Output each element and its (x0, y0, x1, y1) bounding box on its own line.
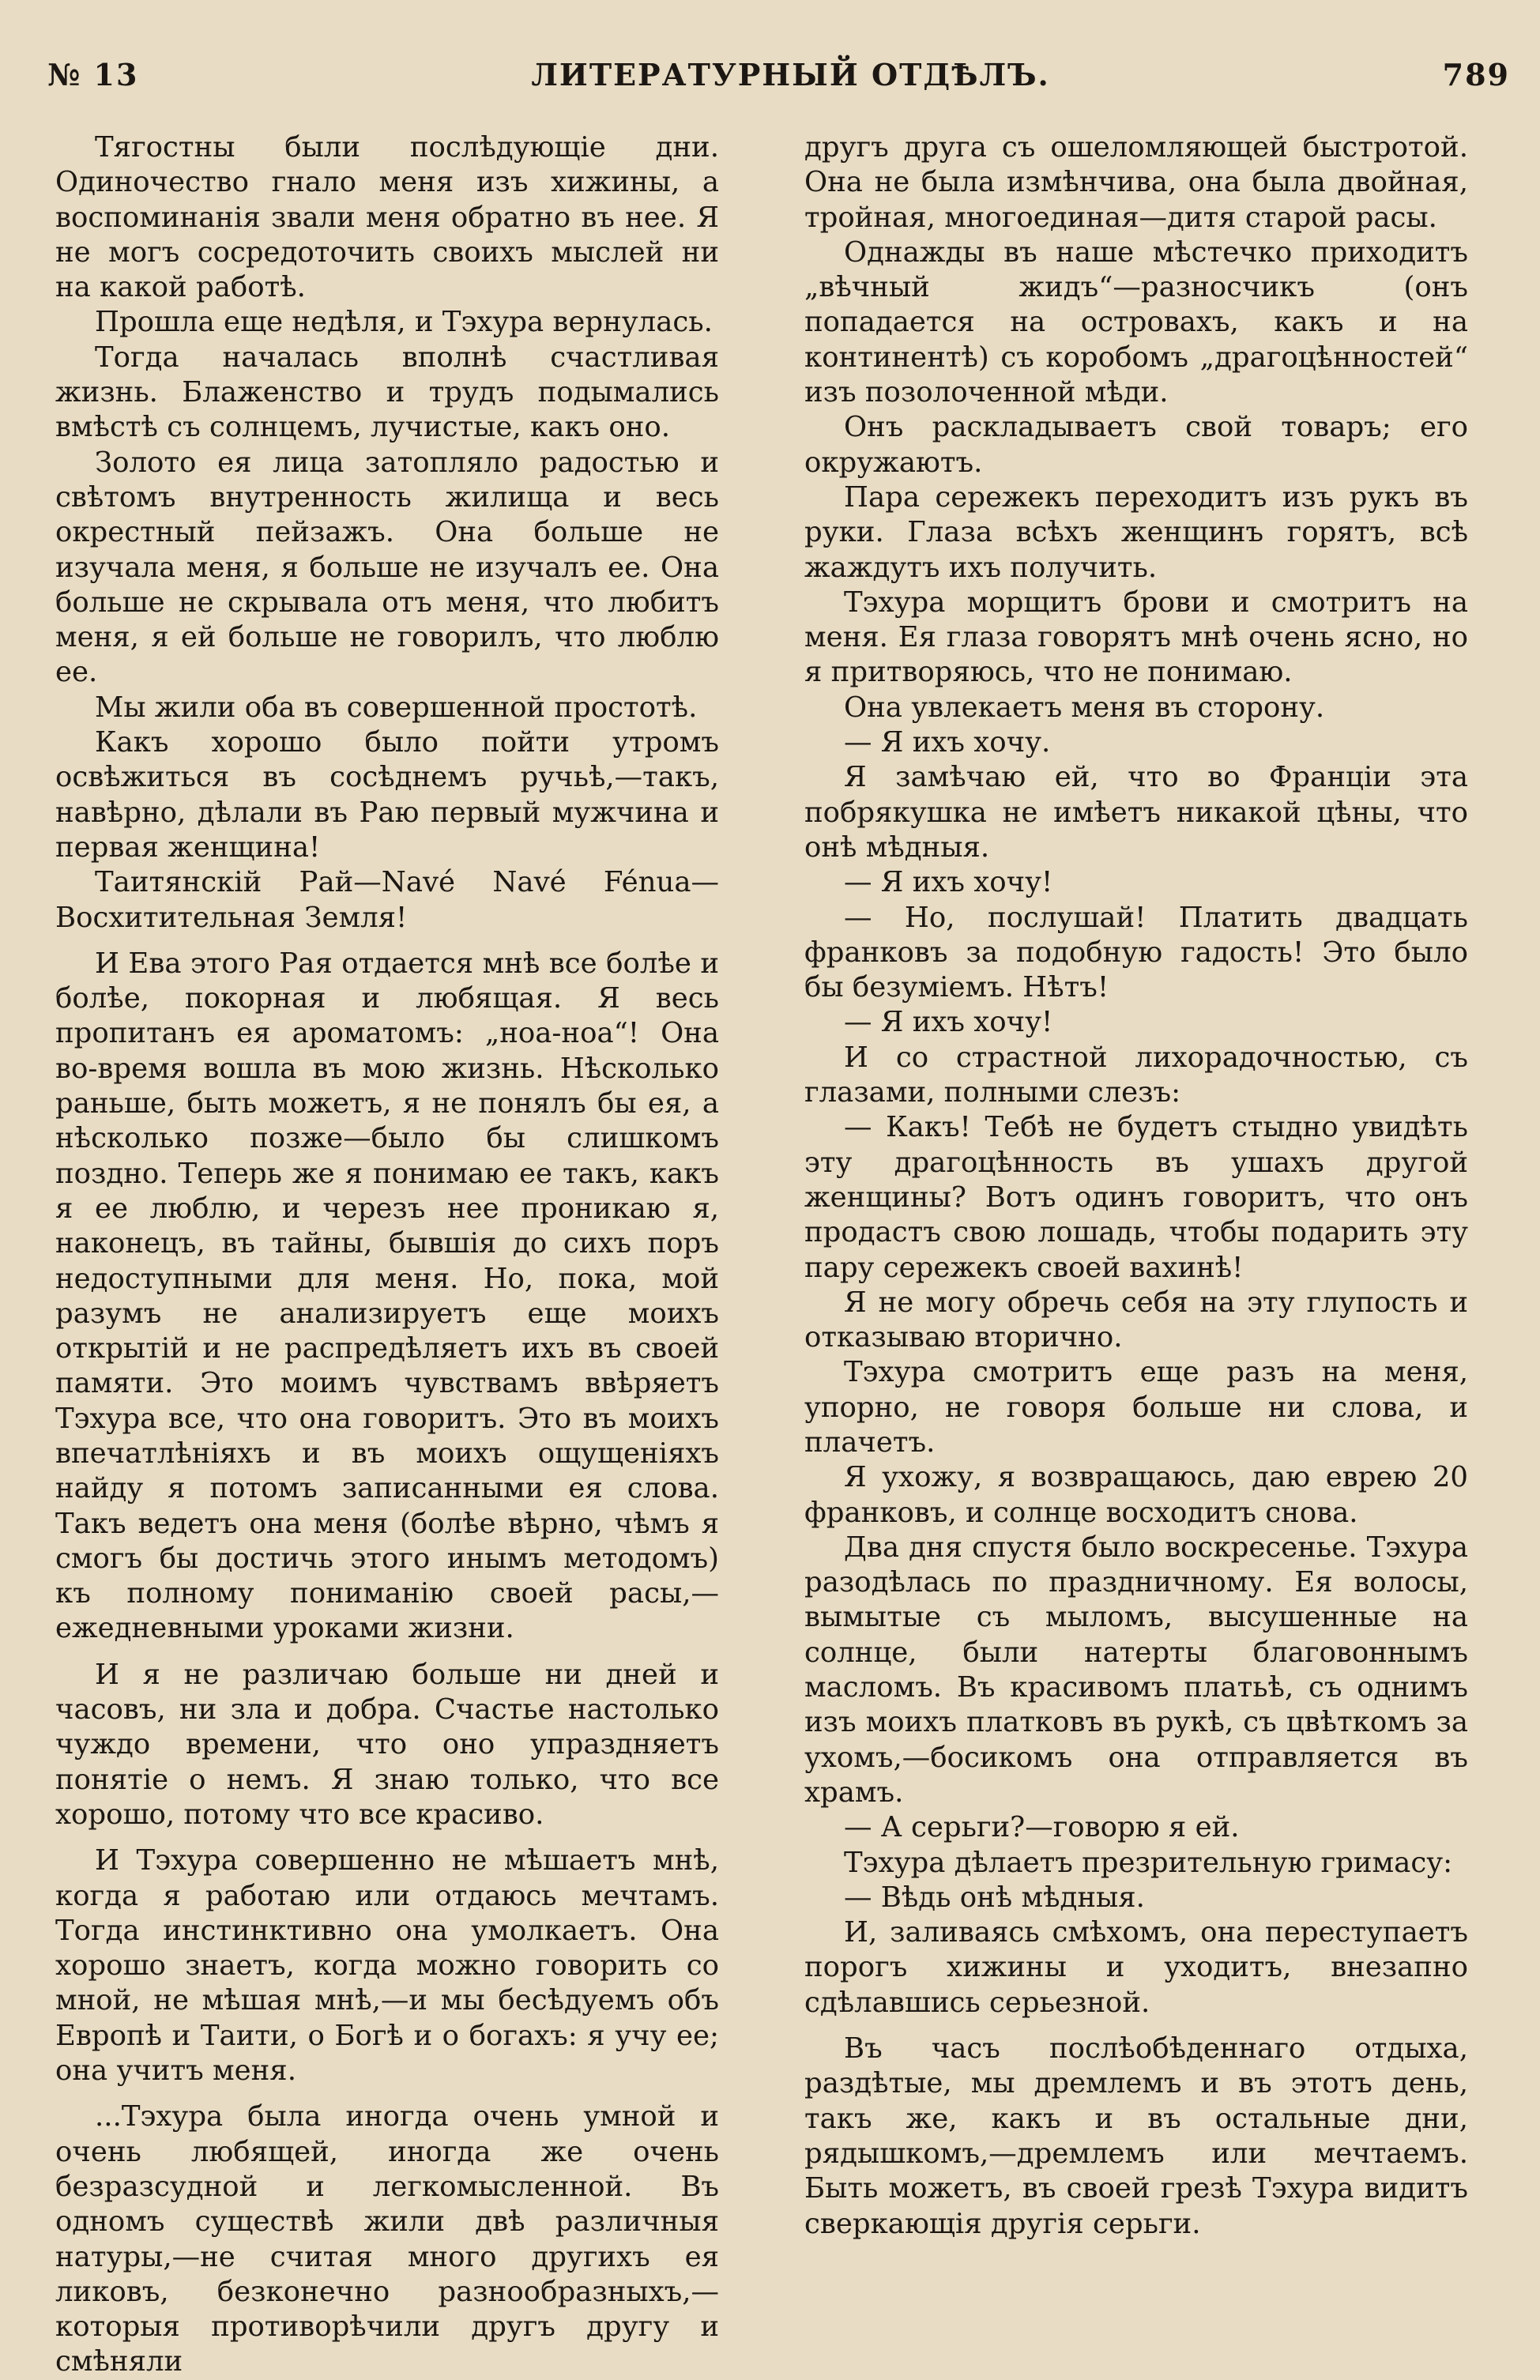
paragraph: — Я ихъ хочу. (844, 726, 1051, 759)
paragraph: Однажды въ наше мѣстечко приходитъ „вѣчный жидъ“—разносчикъ (онъ попадается на островахъ, какъ и на континентѣ) съ коробомъ „драгоцѣнностей“ изъ позолоченной мѣди. (804, 235, 1468, 409)
page-number: 789 (1442, 56, 1510, 92)
issue-number: № 13 (47, 56, 139, 92)
paragraph: Таитянскій Рай—Navé Navé Fénua—Восхитительная Земля! (55, 866, 719, 934)
paragraph: Какъ хорошо было пойти утромъ освѣжиться въ сосѣднемъ ручьѣ,—такъ, навѣрно, дѣлали въ Раю первый мужчина и первая женщина! (55, 726, 719, 864)
paragraph: Золото ея лица затопляло радостью и свѣтомъ внутренность жилища и весь окрестный пейзажъ. Она больше не изучала меня, я больше не изучалъ ее. Она больше не скрывала отъ меня, что любитъ меня, я ей больше не говорилъ, что люблю ее. (55, 446, 719, 689)
paragraph: Тэхура смотритъ еще разъ на меня, упорно, не говоря больше ни слова, и плачетъ. (804, 1356, 1468, 1459)
right-column (804, 130, 1468, 2242)
paragraph: Тягостны были послѣдующіе дни. Одиночество гнало меня изъ хижины, а воспоминанія звали меня обратно въ нее. Я не могъ сосредоточить своихъ мыслей ни на какой работѣ. (55, 131, 719, 304)
paragraph: Я ухожу, я возвращаюсь, даю еврею 20 франковъ, и солнце восходитъ снова. (804, 1461, 1468, 1529)
paragraph: Тэхура морщитъ брови и смотритъ на меня. Ея глаза говорятъ мнѣ очень ясно, но я притворяюсь, что не понимаю. (804, 586, 1468, 689)
paragraph: — Я ихъ хочу! (844, 1006, 1053, 1039)
page-header (47, 51, 1510, 98)
paragraph: Пара сережекъ переходитъ изъ рукъ въ руки. Глаза всѣхъ женщинъ горятъ, всѣ жаждутъ ихъ получить. (804, 480, 1468, 584)
paragraph: — Вѣдь онѣ мѣдныя. (844, 1881, 1145, 1914)
paragraph: Тогда началась вполнѣ счастливая жизнь. Блаженство и трудъ подымались вмѣстѣ съ солнцемъ, лучистые, какъ оно. (55, 341, 719, 444)
paragraph: — Какъ! Тебѣ не будетъ стыдно увидѣть эту драгоцѣнность въ ушахъ другой женщины? Вотъ одинъ говоритъ, что онъ продастъ свою лошадь, чтобы подарить эту пару сережекъ своей вахинѣ! (804, 1111, 1468, 1284)
section-title: ЛИТЕРАТУРНЫЙ ОТДѢЛЪ. (531, 56, 1050, 92)
paragraph: И, заливаясь смѣхомъ, она переступаетъ порогъ хижины и уходитъ, внезапно сдѣлавшись серьезной. (804, 1916, 1468, 2019)
paragraph: Она увлекаетъ меня въ сторону. (844, 691, 1325, 724)
left-column (55, 130, 719, 2380)
paragraph: И со страстной лихорадочностью, съ глазами, полными слезъ: (804, 1041, 1468, 1109)
paragraph: — Я ихъ хочу! (844, 866, 1053, 899)
paragraph: И Тэхура совершенно не мѣшаетъ мнѣ, когда я работаю или отдаюсь мечтамъ. Тогда инстинктивно она умолкаетъ. Она хорошо знаетъ, когда можно говорить со мной, не мѣшая мнѣ,—и мы бесѣдуемъ объ Европѣ и Таити, о Богѣ и о богахъ: я учу ее; она учитъ меня. (55, 1844, 719, 2088)
paragraph: И Ева этого Рая отдается мнѣ все болѣе и болѣе, покорная и любящая. Я весь пропитанъ ея ароматомъ: „ноа-ноа“! Она во-время вошла въ мою жизнь. Нѣсколько раньше, быть можетъ, я не понялъ бы ея, а нѣсколько позже—было бы слишкомъ поздно. Теперь же я понимаю ее такъ, какъ я ее люблю, и черезъ нее проникаю я, наконецъ, въ тайны, бывшія до сихъ поръ недоступными для меня. Но, пока, мой разумъ не анализируетъ еще моихъ открытій и не распредѣляетъ ихъ въ своей памяти. Это моимъ чувствамъ ввѣряетъ Тэхура все, что она говоритъ. Это въ моихъ впечатлѣніяхъ и въ моихъ ощущеніяхъ найду я потомъ записанными ея слова. Такъ ведетъ она меня (болѣе вѣрно, чѣмъ я смогъ бы достичь этого инымъ методомъ) къ полному пониманію своей расы,—ежедневными уроками жизни. (55, 947, 719, 1645)
paragraph: ...Тэхура была иногда очень умной и очень любящей, иногда же очень безразсудной и легкомысленной. Въ одномъ существѣ жили двѣ различныя натуры,—не считая много другихъ ея ликовъ, безконечно разнообразныхъ,—которыя противорѣчили другъ другу и смѣняли (55, 2100, 719, 2378)
paragraph: Онъ раскладываетъ свой товаръ; его окружаютъ. (804, 411, 1468, 479)
paragraph: — Но, послушай! Платить двадцать франковъ за подобную гадость! Это было бы безуміемъ. Нѣтъ! (804, 901, 1468, 1004)
paragraph: Два дня спустя было воскресенье. Тэхура разодѣлась по праздничному. Ея волосы, вымытые съ мыломъ, высушенные на солнце, были натерты благовоннымъ масломъ. Въ красивомъ платьѣ, съ однимъ изъ моихъ платковъ въ рукѣ, съ цвѣткомъ за ухомъ,—босикомъ она отправляется въ храмъ. (804, 1531, 1468, 1809)
paragraph: Въ часъ послѣобѣденнаго отдыха, раздѣтые, мы дремлемъ и въ этотъ день, такъ же, какъ и въ остальные дни, рядышкомъ,—дремлемъ или мечтаемъ. Быть можетъ, въ своей грезѣ Тэхура видитъ сверкающія другія серьги. (804, 2032, 1468, 2240)
paragraph: Я замѣчаю ей, что во Франціи эта побрякушка не имѣетъ никакой цѣны, что онѣ мѣдныя. (804, 761, 1468, 864)
paragraph: Мы жили оба въ совершенной простотѣ. (95, 691, 698, 724)
paragraph: Я не могу обречь себя на эту глупость и отказываю вторично. (804, 1286, 1468, 1354)
paragraph: И я не различаю больше ни дней и часовъ, ни зла и добра. Счастье настолько чуждо времени, что оно упраздняетъ понятіе о немъ. Я знаю только, что все хорошо, потому что все красиво. (55, 1658, 719, 1831)
paragraph: Прошла еще недѣля, и Тэхура вернулась. (95, 306, 713, 339)
paragraph: другъ друга съ ошеломляющей быстротой. Она не была измѣнчива, она была двойная, тройная, многоединая—дитя старой расы. (804, 131, 1468, 234)
paragraph: Тэхура дѣлаетъ презрительную гримасу: (844, 1846, 1453, 1879)
paragraph: — А серьги?—говорю я ей. (844, 1811, 1240, 1844)
